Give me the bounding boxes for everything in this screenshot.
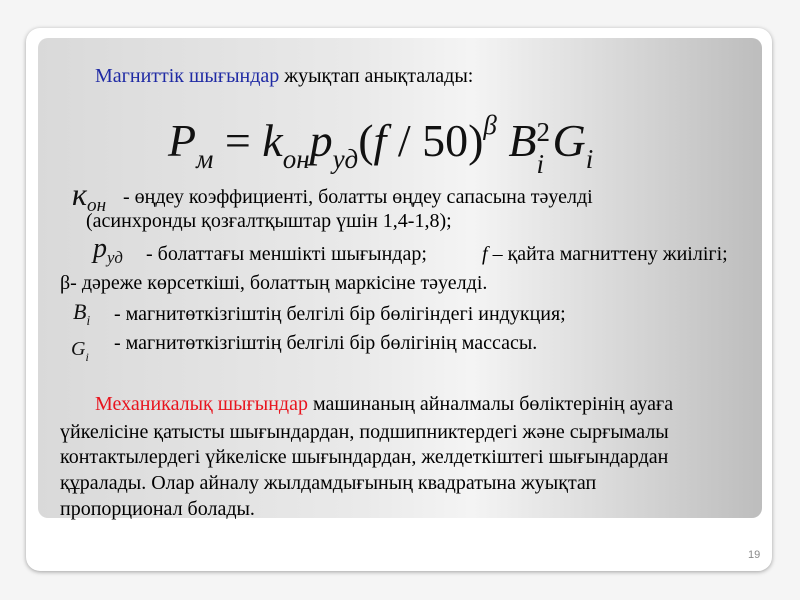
mech-line-3: контактылердегі үйкеліске шығындардан, желдеткіштегі шығындардан xyxy=(60,446,669,468)
formula-k: k xyxy=(262,115,283,166)
symbol-p-main: p xyxy=(93,233,107,264)
def-beta-text: β- дәреже көрсеткіші, болаттың маркісіне тәуелді. xyxy=(60,272,488,294)
def-f-line xyxy=(482,242,728,266)
formula-eq: = xyxy=(213,115,263,166)
power-loss-formula xyxy=(168,95,593,189)
symbol-k-main: к xyxy=(72,176,87,212)
formula-G: G xyxy=(552,115,586,166)
mech-line-1 xyxy=(95,392,673,416)
symbol-G xyxy=(71,338,89,365)
def-f-text: – қайта магниттену жиілігі; xyxy=(492,243,728,265)
def-p-text: - болаттағы меншікті шығындар; xyxy=(146,243,427,265)
page-number: 19 xyxy=(748,549,761,561)
formula-B-sub: i xyxy=(536,149,544,179)
mech-line-1-rest: машинаның айналмалы бөліктерінің ауаға xyxy=(308,393,674,415)
formula-P: P xyxy=(168,115,197,166)
formula-B-sup: 2 xyxy=(536,117,550,147)
symbol-B-sub: i xyxy=(86,313,91,328)
intro-highlight: Магниттік шығындар xyxy=(95,65,280,87)
mech-line-4: құралады. Олар айналу жылдамдығының квадратына жуықтап xyxy=(60,472,597,494)
formula-k-sub: он xyxy=(282,144,310,174)
formula-paren: ( xyxy=(358,115,374,166)
mech-highlight: Механикалық шығындар xyxy=(95,393,308,415)
symbol-p xyxy=(93,233,123,268)
symbol-B-main: B xyxy=(73,299,87,324)
formula-slash: / 50) xyxy=(386,115,484,166)
symbol-p-sub: уд xyxy=(107,248,123,267)
formula-P-sub: м xyxy=(196,144,214,174)
symbol-B xyxy=(73,299,90,329)
formula-p-sub: уд xyxy=(332,144,359,174)
formula-B: B xyxy=(508,115,537,166)
intro-rest: жуықтап анықталады: xyxy=(279,65,474,87)
def-G-text: - магнитөткізгіштің белгілі бір бөлігінің массасы. xyxy=(114,332,538,354)
intro-line xyxy=(95,64,473,88)
mech-line-5: пропорционал болады. xyxy=(60,498,255,520)
def-k-text: - өңдеу коэффициенті, болатты өңдеу сапасына тәуелді xyxy=(123,186,593,208)
formula-f: f xyxy=(373,115,387,166)
symbol-G-sub: i xyxy=(85,350,89,364)
symbol-G-main: G xyxy=(71,338,86,360)
formula-p: p xyxy=(309,115,333,166)
formula-G-sub: i xyxy=(585,144,594,174)
formula-beta: β xyxy=(483,110,497,140)
mech-line-2: үйкелісіне қатысты шығындардан, подшипниктердегі және сырғымалы xyxy=(60,421,669,443)
symbol-f: f xyxy=(482,243,488,265)
symbol-k-sub: он xyxy=(86,195,107,216)
def-k-text-cont: (асинхронды қозғалтқыштар үшін 1,4-1,8); xyxy=(86,210,452,232)
def-B-text: - магнитөткізгіштің белгілі бір бөлігіндегі индукция; xyxy=(114,303,566,325)
